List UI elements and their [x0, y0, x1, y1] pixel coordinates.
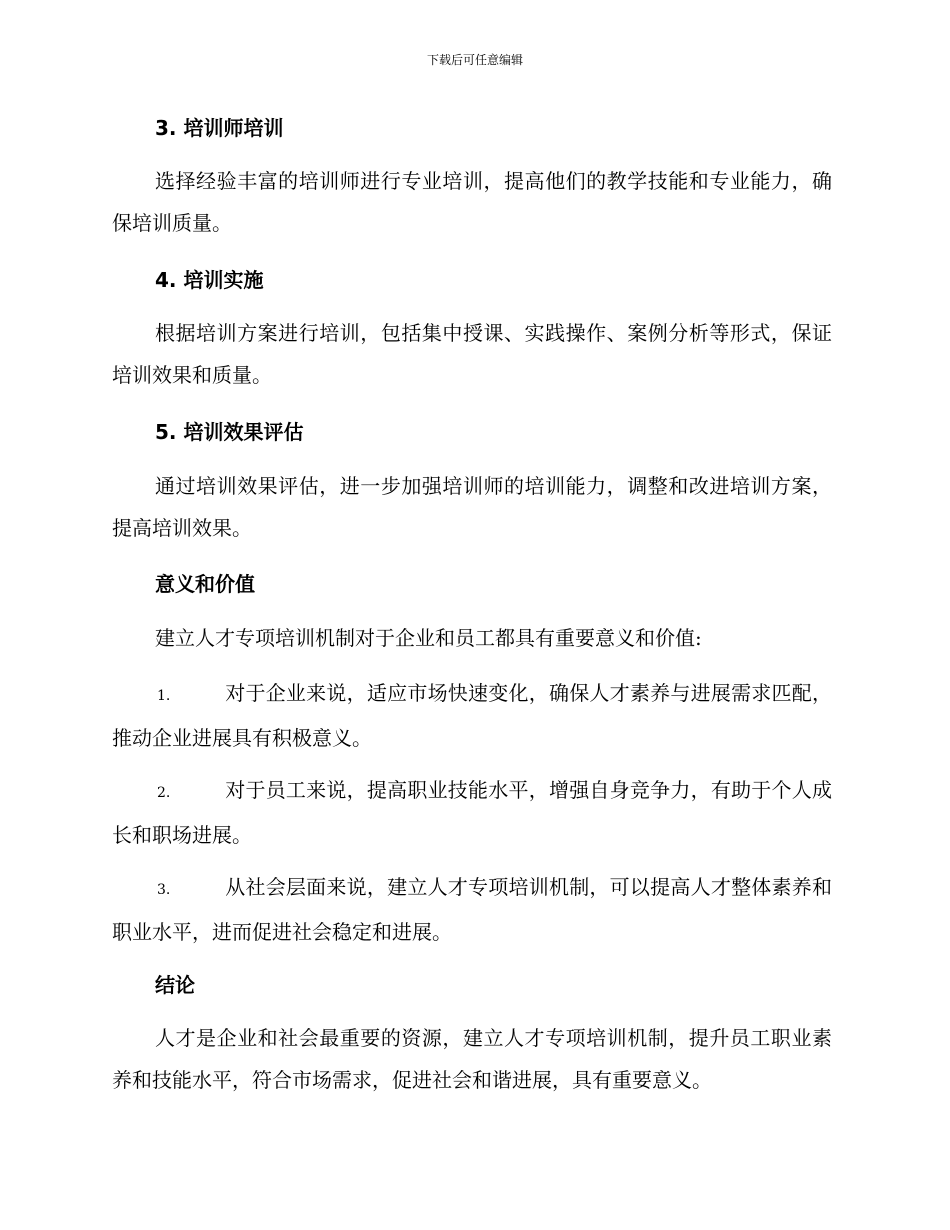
list-item-text: 从社会层面来说，建立人才专项培训机制，可以提高人才整体素养和职业水平，进而促进社会稳定和进展。	[112, 875, 832, 944]
section-4-title: 4. 培训实施	[155, 268, 264, 292]
value-intro-text: 建立人才专项培训机制对于企业和员工都具有重要意义和价值:	[155, 626, 702, 650]
list-item-number: 1.	[157, 688, 171, 704]
list-item-number: 3.	[157, 882, 171, 898]
conclusion-title: 结论	[155, 973, 195, 997]
list-item-text: 对于企业来说，适应市场快速变化，确保人才素养与进展需求匹配，推动企业进展具有积极意义。	[112, 681, 832, 750]
section-3-title: 3. 培训师培训	[155, 116, 284, 140]
value-list-item	[112, 769, 832, 856]
value-list-item	[112, 672, 832, 759]
section-5-title: 5. 培训效果评估	[155, 420, 304, 444]
value-section-title: 意义和价值	[155, 572, 255, 596]
section-4-paragraph: 根据培训方案进行培训，包括集中授课、实践操作、案例分析等形式，保证培训效果和质量。	[112, 321, 832, 387]
conclusion-paragraph: 人才是企业和社会最重要的资源，建立人才专项培训机制，提升员工职业素养和技能水平，符合市场需求，促进社会和谐进展，具有重要意义。	[112, 1026, 832, 1092]
list-item-number: 2.	[157, 785, 171, 801]
value-list-item	[112, 866, 832, 953]
page-header-note: 下载后可任意编辑	[426, 53, 523, 67]
list-item-text: 对于员工来说，提高职业技能水平，增强自身竞争力，有助于个人成长和职场进展。	[112, 778, 832, 847]
section-3-paragraph: 选择经验丰富的培训师进行专业培训，提高他们的教学技能和专业能力，确保培训质量。	[112, 169, 832, 235]
section-5-paragraph: 通过培训效果评估，进一步加强培训师的培训能力，调整和改进培训方案，提高培训效果。	[112, 474, 832, 540]
